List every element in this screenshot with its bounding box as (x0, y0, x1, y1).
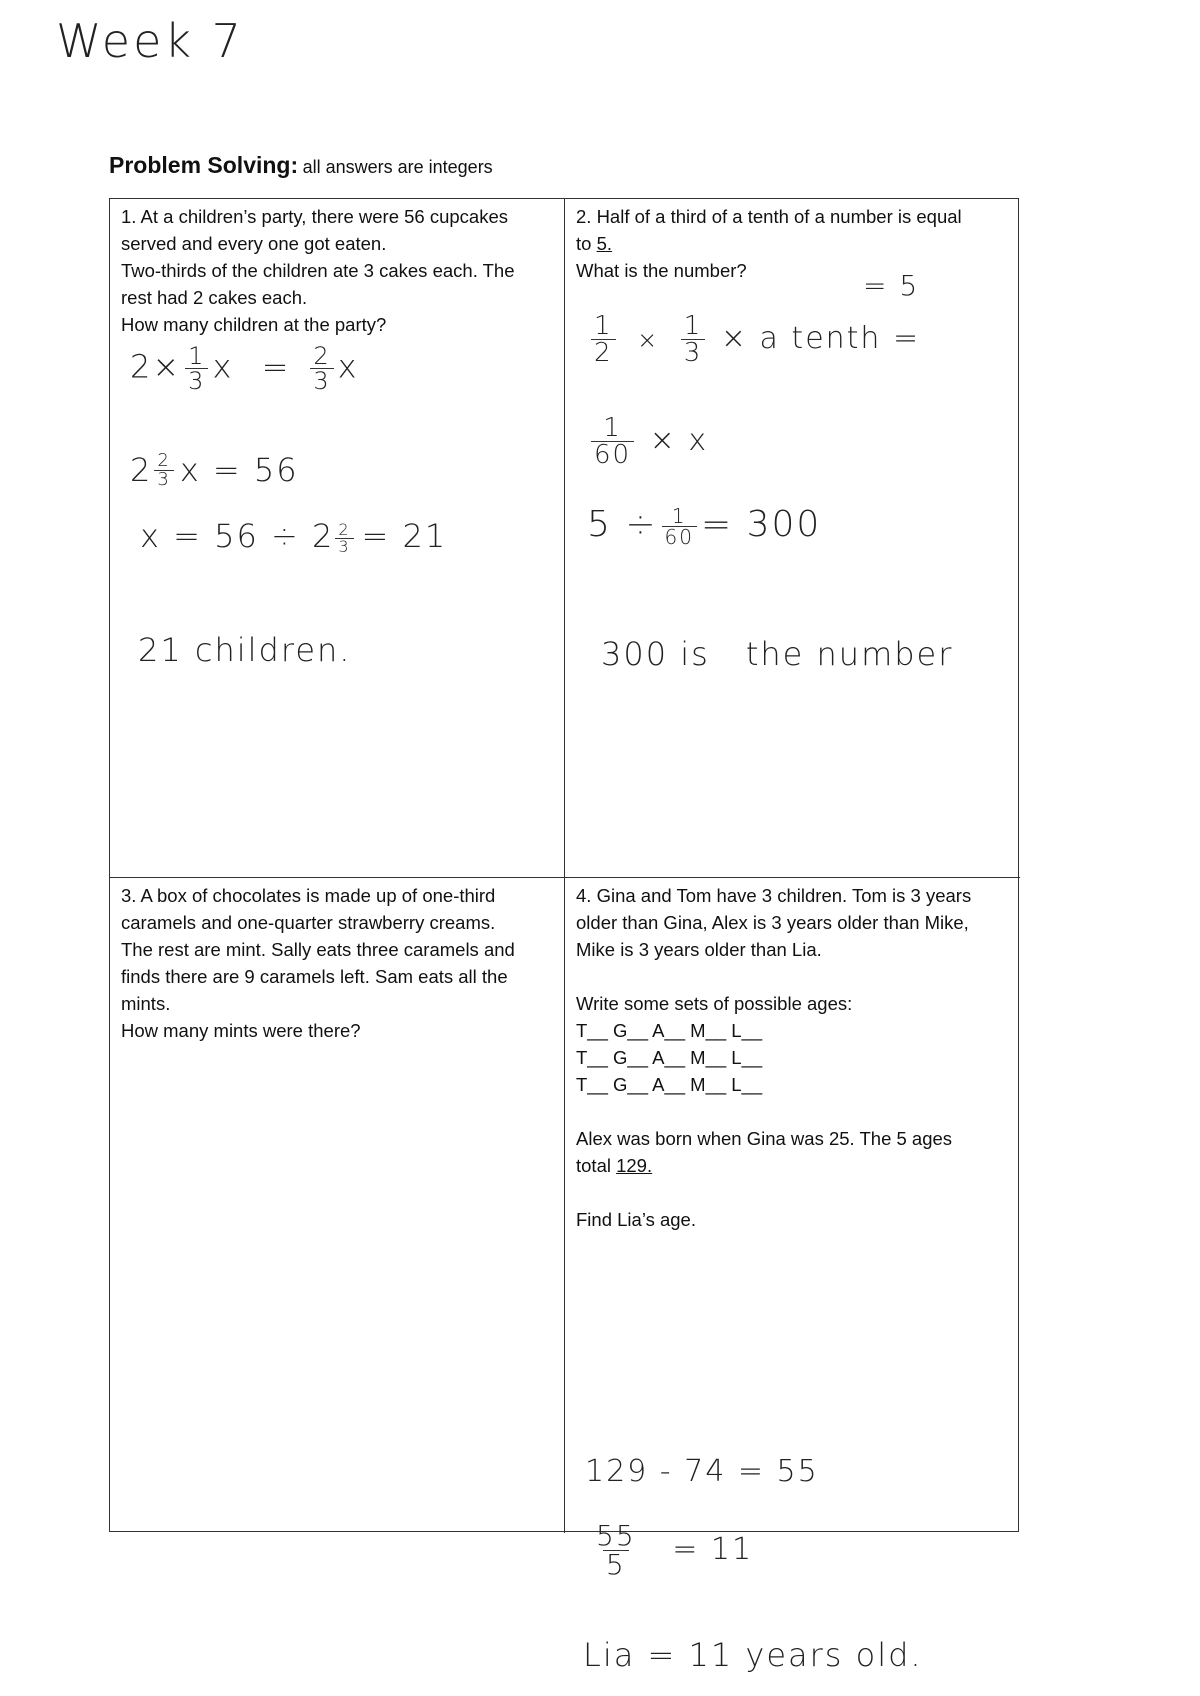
equals-sign: = (261, 347, 291, 386)
frac-den: 3 (154, 470, 173, 489)
frac-num: 1 (188, 342, 206, 370)
whole: 2 (130, 451, 153, 489)
problem-3-prompt (121, 882, 515, 1044)
worksheet-grid (109, 198, 1019, 1674)
prompt-line: 3. A box of chocolates is made up of one-third (121, 885, 496, 906)
prompt-line: caramels and one-quarter strawberry creams. (121, 912, 496, 933)
info-line: Alex was born when Gina was 25. The 5 ages (576, 1128, 953, 1149)
prompt-line: What is the number? (576, 260, 747, 281)
info-text: total (576, 1155, 617, 1176)
answer-number: 300 is (601, 635, 710, 673)
prompt-line: finds there are 9 caramels left. Sam eats all the (121, 966, 508, 987)
prompt-line: Mike is 3 years older than Lia. (576, 939, 822, 960)
frac-den: 60 (662, 526, 697, 547)
result: = 11 (672, 1532, 754, 1567)
p1-work-line-2 (130, 451, 299, 489)
info-line (576, 1152, 971, 1179)
problem-1-prompt (121, 203, 515, 338)
age-row: T__ G__ A__ M__ L__ (576, 1074, 763, 1095)
underlined-value: 129. (616, 1155, 653, 1176)
times-x: × x (649, 423, 709, 458)
frac-den: 3 (335, 538, 353, 555)
p2-top-note: = 5 (863, 269, 920, 302)
heading-title: Problem Solving: (109, 152, 299, 178)
frac-den: 3 (185, 368, 208, 393)
frac-den: 3 (681, 339, 706, 366)
div-result: = 300 (700, 504, 822, 545)
p2-work-line-3 (587, 504, 821, 547)
frac-num: 2 (157, 449, 171, 471)
p1-work-line-1 (130, 344, 359, 393)
p2-work-line-2 (587, 415, 708, 468)
week-label: Week 7 (56, 14, 244, 68)
p1-answer: 21 children. (138, 631, 352, 669)
prompt-line: older than Gina, Alex is 3 years older than Mike, (576, 912, 969, 933)
frac-num: 1 (671, 503, 687, 528)
prompt-line: Two-thirds of the children ate 3 cakes each. The (121, 260, 515, 281)
prompt-line: 1. At a children’s party, there were 56 cupcakes (121, 206, 509, 227)
prompt-line: How many mints were there? (121, 1020, 361, 1041)
lhs: x = 56 ÷ 2 (140, 517, 335, 555)
underlined-value: 5. (596, 233, 613, 254)
frac-num: 2 (338, 519, 351, 539)
sets-label: Write some sets of possible ages: (576, 993, 853, 1014)
frac-num: 1 (594, 311, 613, 341)
problem-3-cell (110, 878, 565, 1533)
frac-num: 1 (603, 413, 622, 443)
div-prefix: 5 ÷ (587, 504, 658, 545)
prompt-line (576, 230, 962, 257)
page-heading (109, 152, 493, 179)
frac-den: 3 (310, 368, 333, 393)
prompt-line: 4. Gina and Tom have 3 children. Tom is 3 years (576, 885, 972, 906)
problem-4-cell (565, 878, 1020, 1674)
heading-subtitle: all answers are integers (302, 157, 493, 177)
p4-work-line-1: 129 - 74 = 55 (585, 1454, 819, 1489)
frac-den: 5 (603, 1550, 629, 1579)
age-row: T__ G__ A__ M__ L__ (576, 1020, 763, 1041)
age-row: T__ G__ A__ M__ L__ (576, 1047, 763, 1068)
prompt-text: to (576, 233, 597, 254)
p2-work-line-1 (587, 313, 920, 366)
answer-text: the number (745, 635, 954, 673)
p2-answer (601, 635, 953, 673)
problem-2-cell (565, 199, 1020, 878)
prompt-line: How many children at the party? (121, 314, 387, 335)
rhs: = 21 (361, 517, 448, 555)
tenth-text: × a tenth = (720, 321, 921, 356)
prompt-line: 2. Half of a third of a tenth of a number is equal (576, 206, 962, 227)
frac-num: 1 (683, 311, 703, 341)
problem-1-cell (110, 199, 565, 878)
p4-work-line-2 (589, 1519, 754, 1581)
frac-den: 2 (591, 339, 616, 366)
find-label: Find Lia’s age. (576, 1209, 696, 1230)
p1-work-line-3 (140, 517, 447, 555)
rhs: x = 56 (179, 451, 299, 489)
prompt-line: rest had 2 cakes each. (121, 287, 308, 308)
prompt-line: mints. (121, 993, 171, 1014)
p4-answer: Lia = 11 years old. (583, 1636, 923, 1674)
times-sign: × (637, 326, 660, 354)
var: x (212, 347, 234, 386)
problem-4-prompt (576, 882, 971, 1233)
prompt-line: served and every one got eaten. (121, 233, 387, 254)
frac-num: 2 (313, 342, 331, 370)
frac-den: 60 (591, 441, 634, 468)
prompt-line: The rest are mint. Sally eats three caramels and (121, 939, 515, 960)
coef: 2× (130, 347, 182, 386)
var: x (337, 347, 359, 386)
frac-num: 55 (596, 1519, 636, 1552)
